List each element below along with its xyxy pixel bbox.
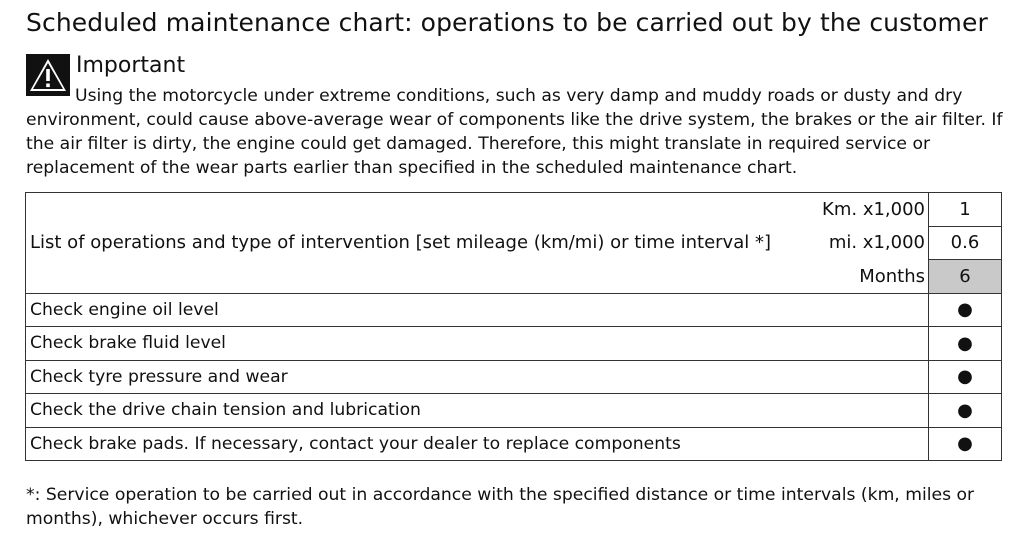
interval-value-months: 6	[929, 260, 1002, 294]
unit-label-months: Months	[801, 260, 929, 294]
interval-mark: ●	[929, 394, 1002, 428]
operation-label: Check tyre pressure and wear	[26, 360, 929, 394]
footnote: *: Service operation to be carried out in accordance with the specified distance or time intervals (km, miles or months), whichever occurs first.	[26, 485, 975, 529]
table-row	[26, 427, 1002, 461]
table-row	[26, 394, 1002, 428]
operation-label: Check the drive chain tension and lubrication	[26, 394, 929, 428]
interval-value-km: 1	[929, 193, 1002, 227]
warning-text: Using the motorcycle under extreme conditions, such as very damp and muddy roads or dusty and dry environment, could cause above-average wear of components like the drive system, the brakes or the air filter. If the air filter is dirty, the engine could get damaged. Therefore, this might translate in required service or replacement of the wear parts earlier than specified in the scheduled maintenance chart.	[26, 86, 1003, 178]
unit-label-mi: mi. x1,000	[801, 226, 929, 260]
unit-label-km: Km. x1,000	[801, 193, 929, 227]
interval-mark: ●	[929, 293, 1002, 327]
table-row	[26, 360, 1002, 394]
table-row	[26, 293, 1002, 327]
header-label: List of operations and type of intervention [set mileage (km/mi) or time interval *]	[26, 193, 802, 294]
interval-mark: ●	[929, 360, 1002, 394]
operation-label: Check brake pads. If necessary, contact your dealer to replace components	[26, 427, 929, 461]
operation-label: Check brake fluid level	[26, 327, 929, 361]
interval-value-mi: 0.6	[929, 226, 1002, 260]
interval-mark: ●	[929, 327, 1002, 361]
maintenance-table	[25, 192, 1002, 461]
important-heading: Important	[76, 53, 186, 78]
page-title: Scheduled maintenance chart: operations to be carried out by the customer	[26, 8, 988, 37]
interval-mark: ●	[929, 427, 1002, 461]
header-row-km	[26, 193, 1002, 227]
operation-label: Check engine oil level	[26, 293, 929, 327]
table-row	[26, 327, 1002, 361]
